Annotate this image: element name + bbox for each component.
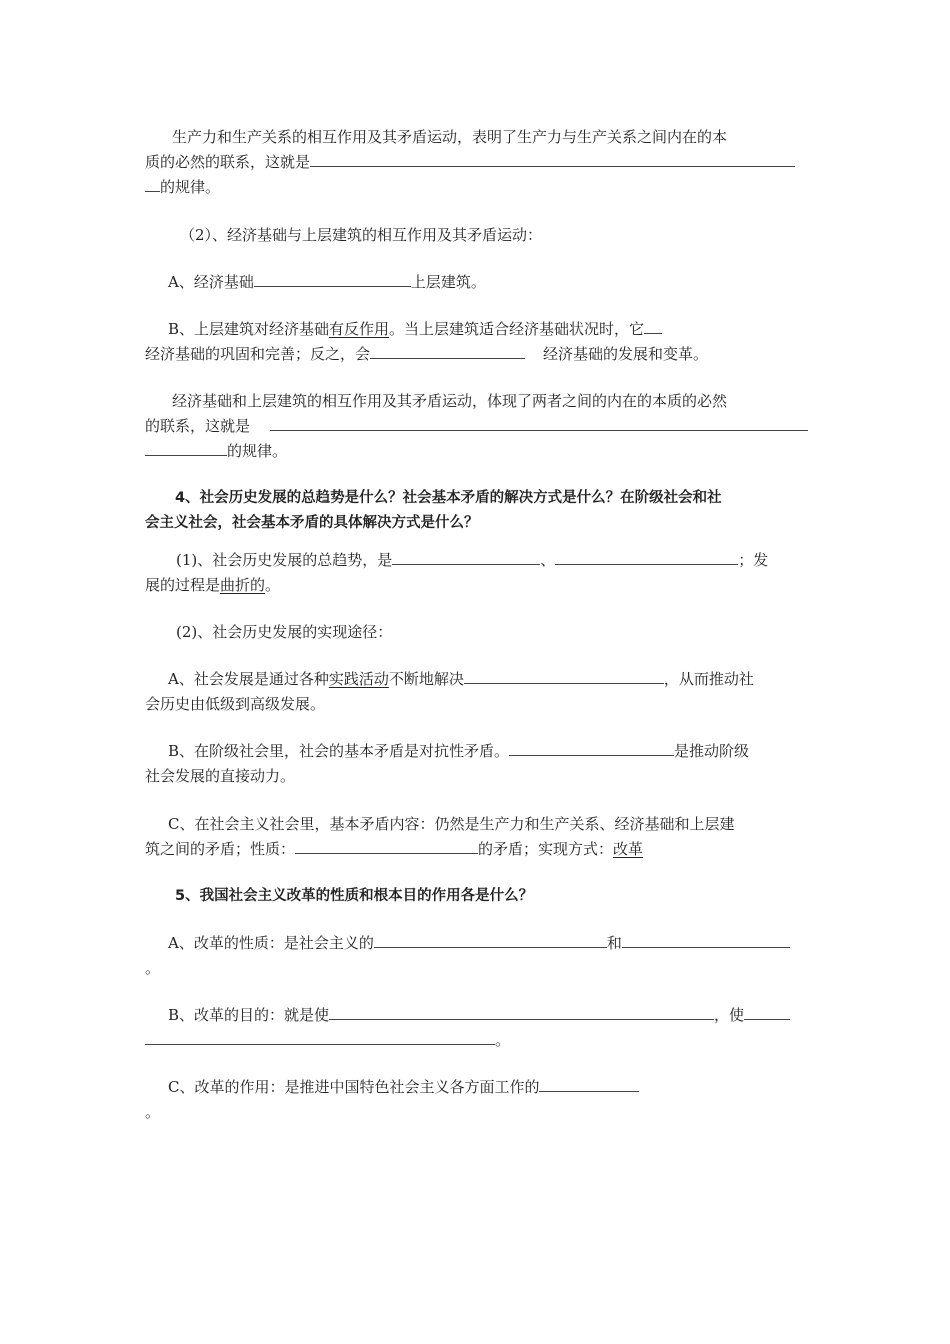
text: (2)、社会历史发展的实现途径： — [176, 623, 393, 641]
text: 社会发展的直接动力。 — [145, 767, 296, 785]
q4-item-c-line1 — [168, 813, 838, 835]
q4-item-a-line2 — [145, 693, 815, 715]
text: 。当上层建筑适合经济基础状况时，它 — [389, 320, 645, 338]
text: 会历史由低级到高级发展。 — [145, 695, 326, 713]
fill-blank[interactable] — [145, 440, 227, 456]
q4-item-a-line1 — [168, 668, 838, 690]
text: ；发 — [738, 551, 769, 569]
s2-para-line3 — [145, 440, 815, 462]
q4-heading-line2 — [145, 512, 815, 534]
text: 的规律。 — [227, 442, 288, 460]
underlined-text: 实践活动 — [328, 670, 389, 688]
q4-p1-line2 — [145, 574, 815, 596]
s2-para-line2 — [145, 415, 815, 437]
fill-blank[interactable] — [622, 932, 790, 948]
s2-para-line1 — [172, 390, 842, 412]
p1-line3 — [145, 176, 815, 198]
fill-blank[interactable] — [370, 343, 525, 359]
text: 。 — [145, 1103, 161, 1121]
fill-blank[interactable] — [374, 932, 607, 948]
q4-item-b-line1 — [168, 740, 838, 762]
q5-item-a — [168, 932, 838, 954]
fill-blank[interactable] — [509, 740, 674, 756]
text: A、经济基础 — [168, 273, 254, 291]
text: B、在阶级社会里，社会的基本矛盾是对抗性矛盾。 — [168, 742, 510, 760]
text: 、 — [540, 551, 556, 569]
text: C、改革的作用：是推进中国特色社会主义各方面工作的 — [168, 1078, 540, 1096]
s2-item-b-line2 — [145, 343, 815, 365]
fill-blank[interactable] — [270, 415, 808, 431]
text: A、社会发展是通过各种 — [168, 670, 329, 688]
fill-blank[interactable] — [539, 1076, 639, 1092]
text: 上层建筑。 — [410, 273, 486, 291]
underlined-text: 有反作用 — [329, 320, 390, 338]
text: 。 — [265, 576, 281, 594]
text: 5、我国社会主义改革的性质和根本目的作用各是什么？ — [175, 888, 534, 904]
q5-item-a-end — [145, 957, 815, 979]
fill-blank[interactable] — [555, 549, 738, 565]
q5-item-b-line2 — [145, 1029, 815, 1051]
text: 展的过程是 — [145, 576, 221, 594]
fill-blank[interactable] — [744, 1004, 790, 1020]
s2-item-a — [168, 271, 838, 293]
p1-line2 — [145, 151, 815, 173]
text: 和 — [606, 934, 622, 952]
section-2-heading — [180, 224, 850, 246]
text: A、改革的性质：是社会主义的 — [168, 934, 374, 952]
q5-item-c-end — [145, 1101, 815, 1123]
fill-blank[interactable] — [392, 549, 540, 565]
text: B、改革的目的：就是使 — [168, 1006, 330, 1024]
s2-item-b-line1 — [168, 318, 838, 340]
text: ，从而推动社 — [663, 670, 754, 688]
q4-item-c-line2 — [145, 838, 815, 860]
fill-blank[interactable] — [644, 318, 662, 334]
text: C、在社会主义社会里，基本矛盾内容：仍然是生产力和生产关系、经济基础和上层建 — [168, 815, 735, 833]
fill-blank[interactable] — [464, 668, 664, 684]
text: 会主义社会，社会基本矛盾的具体解决方式是什么？ — [145, 515, 479, 531]
underlined-text: 曲折的 — [220, 576, 266, 594]
fill-blank[interactable] — [329, 1004, 714, 1020]
underlined-text: 改革 — [613, 840, 644, 858]
text: 筑之间的矛盾；性质： — [145, 840, 296, 858]
text: 的联系，这就是 — [145, 417, 251, 435]
q5-heading — [175, 885, 845, 907]
text: 4、社会历史发展的总趋势是什么？社会基本矛盾的解决方式是什么？在阶级社会和社 — [175, 490, 722, 506]
q4-item-b-line2 — [145, 765, 815, 787]
text: ，使 — [714, 1006, 745, 1024]
text: 经济基础的发展和变革。 — [543, 345, 709, 363]
text: 经济基础的巩固和完善；反之，会 — [145, 345, 371, 363]
q4-heading-line1 — [175, 487, 845, 509]
text: 生产力和生产关系的相互作用及其矛盾运动，表明了生产力与生产关系之间内在的本 — [172, 128, 728, 146]
text: （2）、经济基础与上层建筑的相互作用及其矛盾运动： — [180, 226, 543, 244]
text: 不断地解决 — [388, 670, 464, 688]
text: 质的必然的联系，这就是 — [145, 153, 311, 171]
text: 的规律。 — [160, 178, 221, 196]
text: B、上层建筑对经济基础 — [168, 320, 330, 338]
fill-blank[interactable] — [295, 838, 478, 854]
q4-p2 — [176, 621, 846, 643]
fill-blank[interactable] — [254, 271, 411, 287]
fill-blank[interactable] — [310, 151, 795, 167]
fill-blank[interactable] — [145, 176, 160, 192]
p1-line1 — [172, 126, 842, 148]
text: (1)、社会历史发展的总趋势，是 — [176, 551, 393, 569]
text: 是推动阶级 — [674, 742, 750, 760]
text: 。 — [495, 1031, 511, 1049]
text: 。 — [145, 959, 161, 977]
fill-blank[interactable] — [145, 1029, 495, 1045]
q5-item-b-line1 — [168, 1004, 838, 1026]
q4-p1-line1 — [176, 549, 846, 571]
q5-item-c — [168, 1076, 838, 1098]
text: 的矛盾；实现方式： — [478, 840, 614, 858]
text: 经济基础和上层建筑的相互作用及其矛盾运动，体现了两者之间的内在的本质的必然 — [172, 392, 728, 410]
